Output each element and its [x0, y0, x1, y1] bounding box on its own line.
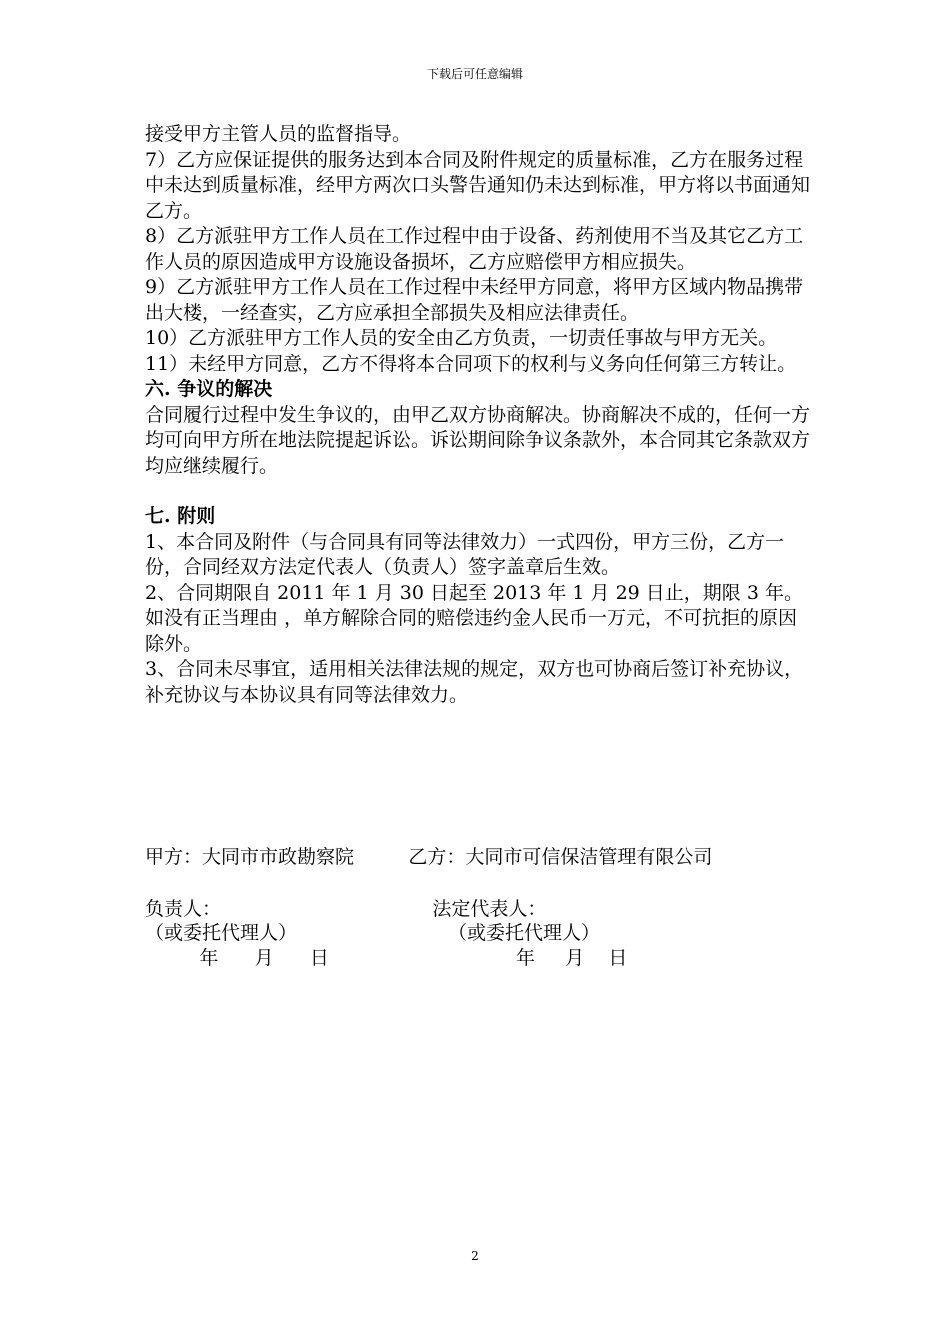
section-heading-dispute: 六. 争议的解决	[145, 378, 273, 400]
supplementary-item-1: 1、本合同及附件（与合同具有同等法律效力）一式四份，甲方三份，乙方一份，合同经双方法定代表人（负责人）签字盖章后生效。	[145, 530, 785, 578]
supplementary-item-2: 2、合同期限自 2011 年 1 月 30 日起至 2013 年 1 月 29 日止，期限 3 年。如没有正当理由 ，单方解除合同的赔偿违约金人民币一万元，不可抗拒的原因除外。	[145, 581, 803, 655]
supplementary-item-3: 3、合同未尽事宜，适用相关法律法规的规定，双方也可协商后签订补充协议，补充协议与本协议具有同等法律效力。	[145, 658, 804, 706]
signature-parties: 甲方：大同市市政勘察院 乙方：大同市可信保洁管理有限公司	[145, 846, 713, 868]
signature-date: 年 月 日 年 月 日	[145, 947, 628, 969]
clause-11: 11）未经甲方同意，乙方不得将本合同项下的权利与义务向任何第三方转让。	[145, 352, 797, 375]
clause-9: 9）乙方派驻甲方工作人员在工作过程中未经甲方同意，将甲方区域内物品携带出大楼，一经查实，乙方应承担全部损失及相应法律责任。	[145, 276, 804, 324]
clause-7: 7）乙方应保证提供的服务达到本合同及附件规定的质量标准，乙方在服务过程中未达到质量标准，经甲方两次口头警告通知仍未达到标准，甲方将以书面通知乙方。	[145, 148, 811, 222]
contract-body	[145, 122, 810, 708]
section-heading-supplementary: 七. 附则	[145, 505, 216, 527]
signature-agent: （或委托代理人） （或委托代理人）	[145, 922, 600, 944]
page-number: 2	[471, 1249, 479, 1263]
clause-10: 10）乙方派驻甲方工作人员的安全由乙方负责，一切责任事故与甲方无关。	[145, 327, 778, 349]
dispute-paragraph: 合同履行过程中发生争议的，由甲乙双方协商解决。协商解决不成的，任何一方均可向甲方所在地法院提起诉讼。诉讼期间除争议条款外，本合同其它条款双方均应继续履行。	[145, 403, 811, 477]
page-header: 下载后可任意编辑	[426, 67, 523, 81]
spacer	[145, 479, 810, 504]
signature-responsible-person: 负责人： 法定代表人：	[145, 898, 547, 920]
paragraph-supervision: 接受甲方主管人员的监督指导。	[145, 123, 412, 145]
clause-8: 8）乙方派驻甲方工作人员在工作过程中由于设备、药剂使用不当及其它乙方工作人员的原因造成甲方设施设备损坏，乙方应赔偿甲方相应损失。	[145, 225, 804, 273]
